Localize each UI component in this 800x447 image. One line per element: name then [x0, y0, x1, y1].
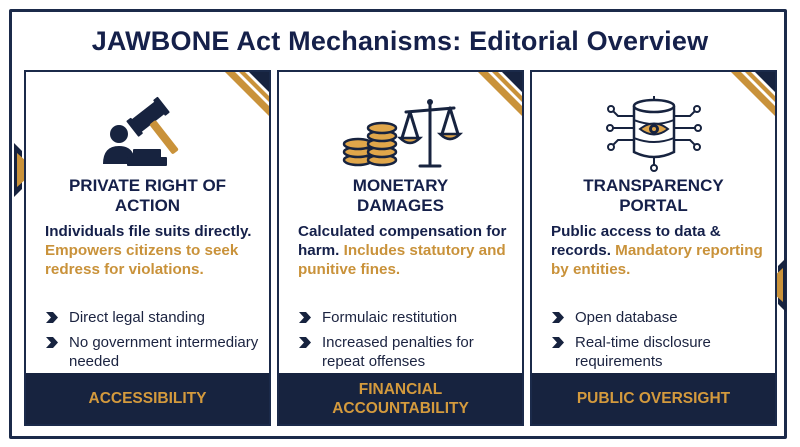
chevron-right-icon [298, 311, 312, 324]
card-description: Individuals file suits directly. Empowers citizens to seek redress for violations. [45, 223, 252, 278]
card-footer-public-oversight: PUBLIC OVERSIGHT [532, 373, 775, 424]
list-item: Open database [551, 308, 767, 327]
database-eye-icon [532, 94, 775, 174]
gavel-person-icon [26, 94, 269, 174]
chevron-right-icon [45, 311, 59, 324]
card-description: Calculated compensation for harm. Includes statutory and punitive fines. [298, 223, 507, 278]
card-description: Public access to data & records. Mandatory reporting by entities. [551, 223, 763, 278]
card-private-right-of-action [24, 70, 271, 426]
bullet-list [45, 308, 261, 377]
bullet-list [298, 308, 514, 377]
list-item: Formulaic restitution [298, 308, 514, 327]
list-item: Direct legal standing [45, 308, 261, 327]
card-transparency-portal [530, 70, 777, 426]
list-item: Increased penalties for repeat offenses [298, 333, 514, 371]
card-footer-financial-accountability: FINANCIAL ACCOUNTABILITY [279, 373, 522, 424]
bullet-list [551, 308, 767, 377]
card-heading: TRANSPARENCY PORTAL [583, 176, 724, 215]
list-item: Real-time disclosure requirements [551, 333, 767, 371]
list-item: No government intermediary needed [45, 333, 261, 371]
coins-scale-icon [279, 94, 522, 174]
chevron-right-icon [551, 311, 565, 324]
chevron-right-icon [551, 336, 565, 349]
card-footer-accessibility: ACCESSIBILITY [26, 373, 269, 424]
chevron-right-icon [45, 336, 59, 349]
card-heading: PRIVATE RIGHT OF ACTION [68, 176, 227, 215]
page-title: JAWBONE Act Mechanisms: Editorial Overview [91, 26, 709, 56]
card-monetary-damages [277, 70, 524, 426]
card-heading: MONETARY DAMAGES [352, 176, 449, 215]
chevron-right-icon [298, 336, 312, 349]
